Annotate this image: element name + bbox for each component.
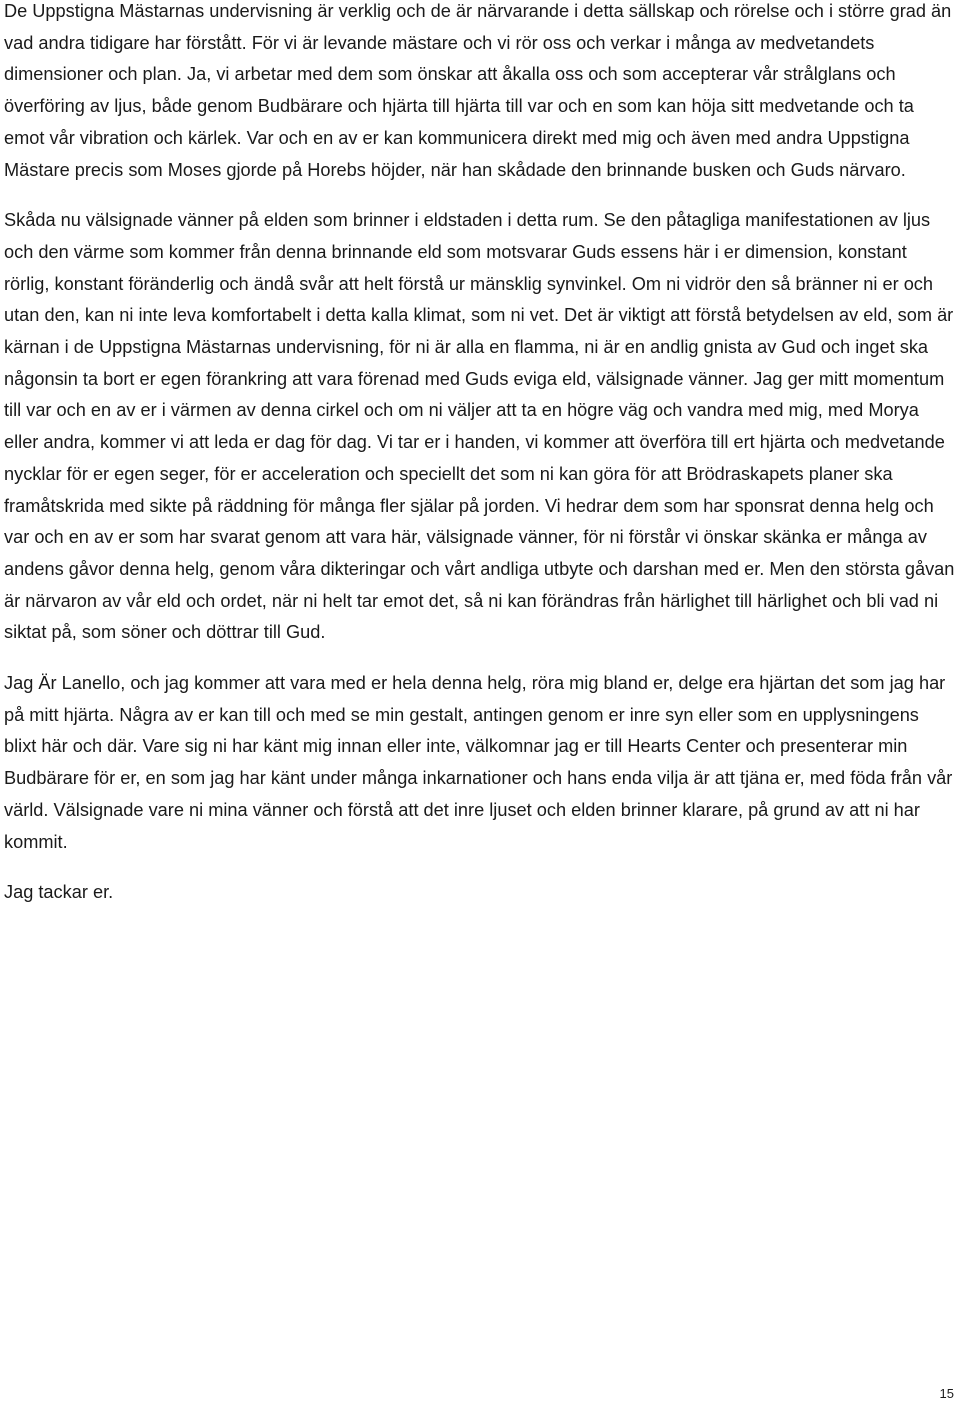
document-page [4,0,956,909]
paragraph-intro-part-1: De Uppstigna Mästarnas undervisning är verklig och de är närvarande i detta sällskap och rörelse och i större grad än vad andra tidigare har förstått. För vi är levande mästare och vi rör oss och verkar i många av medvetandets dimensioner och plan. [4,1,952,85]
paragraph-intro [4,0,956,186]
paragraph-fire-text: Skåda nu välsignade vänner på elden som brinner i eldstaden i detta rum. Se den påtagliga manifestationen av ljus och den värme som kommer från denna brinnande eld som motsvarar Guds essens här i er dimension, konstant rörlig, konstant föränderlig och ändå svår att helt förstå ur mänsklig synvinkel. Om ni vidrör den så bränner ni er och utan den, kan ni inte leva komfortabelt i detta kalla klimat, som ni vet. Det är viktigt att förstå betydelsen av eld, som är kärnan i de Uppstigna Mästarnas undervisning, för ni är alla en flamma, ni är en andlig gnista av Gud och inget ska någonsin ta bort er egen förankring att vara förenad med Guds eviga eld, välsignade vänner. Jag ger mitt momentum till var och en av er i värmen av denna cirkel och om ni väljer att ta en högre väg och vandra med mig, med Morya eller andra, kommer vi att leda er dag för dag. Vi tar er i handen, vi kommer att överföra till ert hjärta och medvetande nycklar för er egen seger, för er acceleration och speciellt det som ni kan göra för att Brödraskapets planer ska framåtskrida med sikte på räddning för många fler själar på jorden. Vi hedrar dem som har sponsrat denna helg och var och en av er som har svarat genom att vara här, välsignade vänner, för ni förstår vi önskar skänka er många av andens gåvor denna helg, genom våra dikteringar och vårt andliga utbyte och darshan med er. Men den största gåvan är närvaron av vår eld och ordet, när ni helt tar emot det, så ni kan förändras från härlighet till härlighet och bli vad ni siktat på, som söner och döttrar till Gud. [4,210,955,643]
paragraph-lanello-text: Jag Är Lanello, och jag kommer att vara med er hela denna helg, röra mig bland er, delge era hjärtan det som jag har på mitt hjärta. Några av er kan till och med se min gestalt, antingen genom er inre syn eller som en upplysningens blixt här och där. Vare sig ni har känt mig innan eller inte, välkomnar jag er till Hearts Center och presenterar min Budbärare för er, en som jag har känt under många inkarnationer och hans enda vilja är att tjäna er, med föda från vår värld. Välsignade vare ni mina vänner och förstå att det inre ljuset och elden brinner klarare, på grund av att ni har kommit. [4,673,953,852]
paragraph-thanks [4,877,956,909]
paragraph-lanello [4,668,956,858]
paragraph-fire [4,205,956,649]
paragraph-intro-part-2: Ja, vi arbetar med dem som önskar att åkalla oss och som accepterar vår strålglans och överföring av ljus, både genom Budbärare och hjärta till hjärta till var och en som kan höja sitt medvetande och ta emot vår vibration och kärlek. Var och en av er kan kommunicera direkt med mig och även med andra Uppstigna Mästare precis som Moses gjorde på Horebs höjder, när han skådade den brinnande busken och Guds närvaro. [4,64,914,180]
paragraph-thanks-text: Jag tackar er. [4,882,114,903]
page-number: 15 [939,1386,954,1401]
